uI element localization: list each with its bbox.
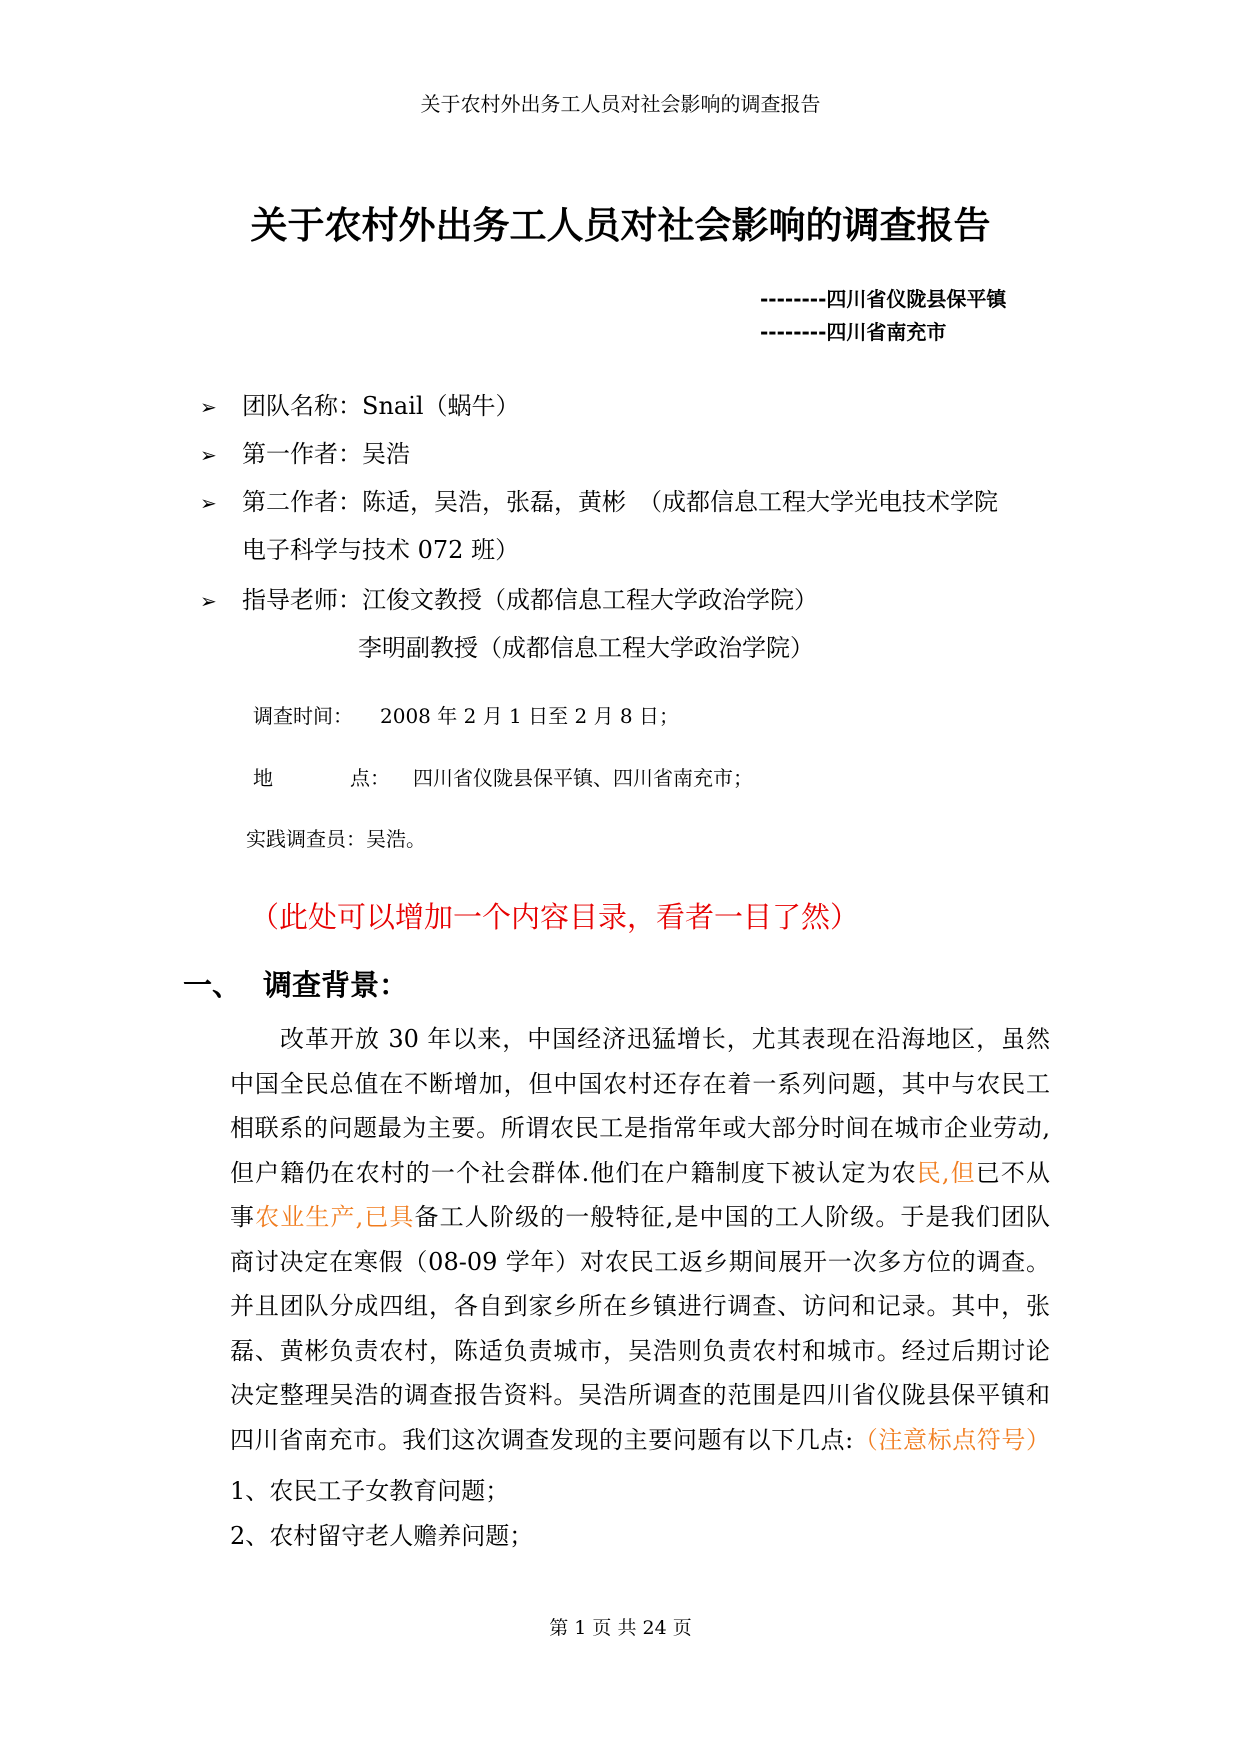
- place-value: 四川省仪陇县保平镇、四川省南充市；: [413, 766, 753, 790]
- paragraph-text: 已不从: [975, 1158, 1050, 1187]
- paragraph-line: 磊、黄彬负责农村，陈适负责城市，吴浩则负责农村和城市。经过后期讨论: [230, 1336, 1050, 1365]
- location-line-2: --------四川省南充市: [760, 320, 947, 344]
- place-label-end: 点：: [350, 766, 390, 790]
- team-name-item: [200, 386, 520, 421]
- page-number-footer: 第 1 页 共 24 页: [549, 1617, 692, 1639]
- advisor-continuation: 李明副教授（成都信息工程大学政治学院）: [358, 634, 814, 662]
- toc-suggestion-note: （此处可以增加一个内容目录，看者一目了然）: [250, 900, 860, 934]
- advisor-text: 指导老师：江俊文教授（成都信息工程大学政治学院）: [242, 586, 818, 614]
- highlighted-text: 农业生产,已具: [255, 1203, 415, 1231]
- paragraph-text: 事: [230, 1203, 256, 1231]
- section-number: 一、: [183, 968, 242, 1002]
- first-author-text: 第一作者：吴浩: [242, 440, 410, 468]
- place-label-start: 地: [253, 766, 273, 790]
- paragraph-line: 并且团队分成四组，各自到家乡所在乡镇进行调查、访问和记录。其中，张: [230, 1292, 1050, 1320]
- investigator: 实践调查员：吴浩。: [246, 827, 426, 851]
- first-author-item: [200, 434, 410, 469]
- arrowhead-bullet-icon: ➢: [200, 443, 217, 467]
- paragraph-line: [230, 1151, 1050, 1196]
- background-paragraph: [230, 1017, 1050, 1462]
- punctuation-note: （注意标点符号）: [853, 1425, 1050, 1454]
- list-item: 1、农民工子女教育问题；: [230, 1477, 510, 1505]
- arrowhead-bullet-icon: ➢: [200, 491, 217, 515]
- paragraph-line: 改革开放 30 年以来，中国经济迅猛增长，尤其表现在沿海地区，虽然: [280, 1025, 1050, 1053]
- second-author-item: [200, 482, 998, 517]
- document-title: 关于农村外出务工人员对社会影响的调查报告: [250, 204, 991, 247]
- paragraph-line: [230, 1195, 1050, 1240]
- paragraph-line: 中国全民总值在不断增加，但中国农村还存在着一系列问题，其中与农民工: [230, 1069, 1050, 1098]
- location-line-1: --------四川省仪陇县保平镇: [760, 287, 1007, 311]
- section-heading: [183, 963, 408, 1004]
- section-title: 调查背景：: [263, 968, 409, 1002]
- arrowhead-bullet-icon: ➢: [200, 589, 217, 613]
- second-author-text: 第二作者：陈适，吴浩，张磊，黄彬 （成都信息工程大学光电技术学院: [242, 488, 998, 516]
- highlighted-text: 民,但: [916, 1158, 976, 1187]
- paragraph-line: [230, 1418, 1050, 1463]
- advisor-item: [200, 580, 818, 615]
- list-item: 2、农村留守老人赡养问题；: [230, 1522, 534, 1550]
- team-name-text: 团队名称：Snail（蜗牛）: [242, 392, 520, 420]
- arrowhead-bullet-icon: ➢: [200, 395, 217, 419]
- paragraph-line: 决定整理吴浩的调查报告资料。吴浩所调查的范围是四川省仪陇县保平镇和: [230, 1381, 1050, 1409]
- survey-time-value: 2008 年 2 月 1 日至 2 月 8 日；: [380, 704, 680, 728]
- paragraph-line: 相联系的问题最为主要。所谓农民工是指常年或大部分时间在城市企业劳动,: [230, 1114, 1050, 1142]
- paragraph-text: 四川省南充市。我们这次调查发现的主要问题有以下几点:: [230, 1425, 854, 1454]
- paragraph-text: 但户籍仍在农村的一个社会群体.他们在户籍制度下被认定为农: [230, 1158, 917, 1187]
- paragraph-text: 备工人阶级的一般特征,是中国的工人阶级。于是我们团队: [414, 1203, 1050, 1231]
- paragraph-line: 商讨决定在寒假（08-09 学年）对农民工返乡期间展开一次多方位的调查。: [230, 1247, 1050, 1276]
- second-author-continuation: 电子科学与技术 072 班）: [242, 536, 520, 564]
- running-header: 关于农村外出务工人员对社会影响的调查报告: [420, 92, 821, 116]
- survey-time-label: 调查时间：: [253, 704, 353, 728]
